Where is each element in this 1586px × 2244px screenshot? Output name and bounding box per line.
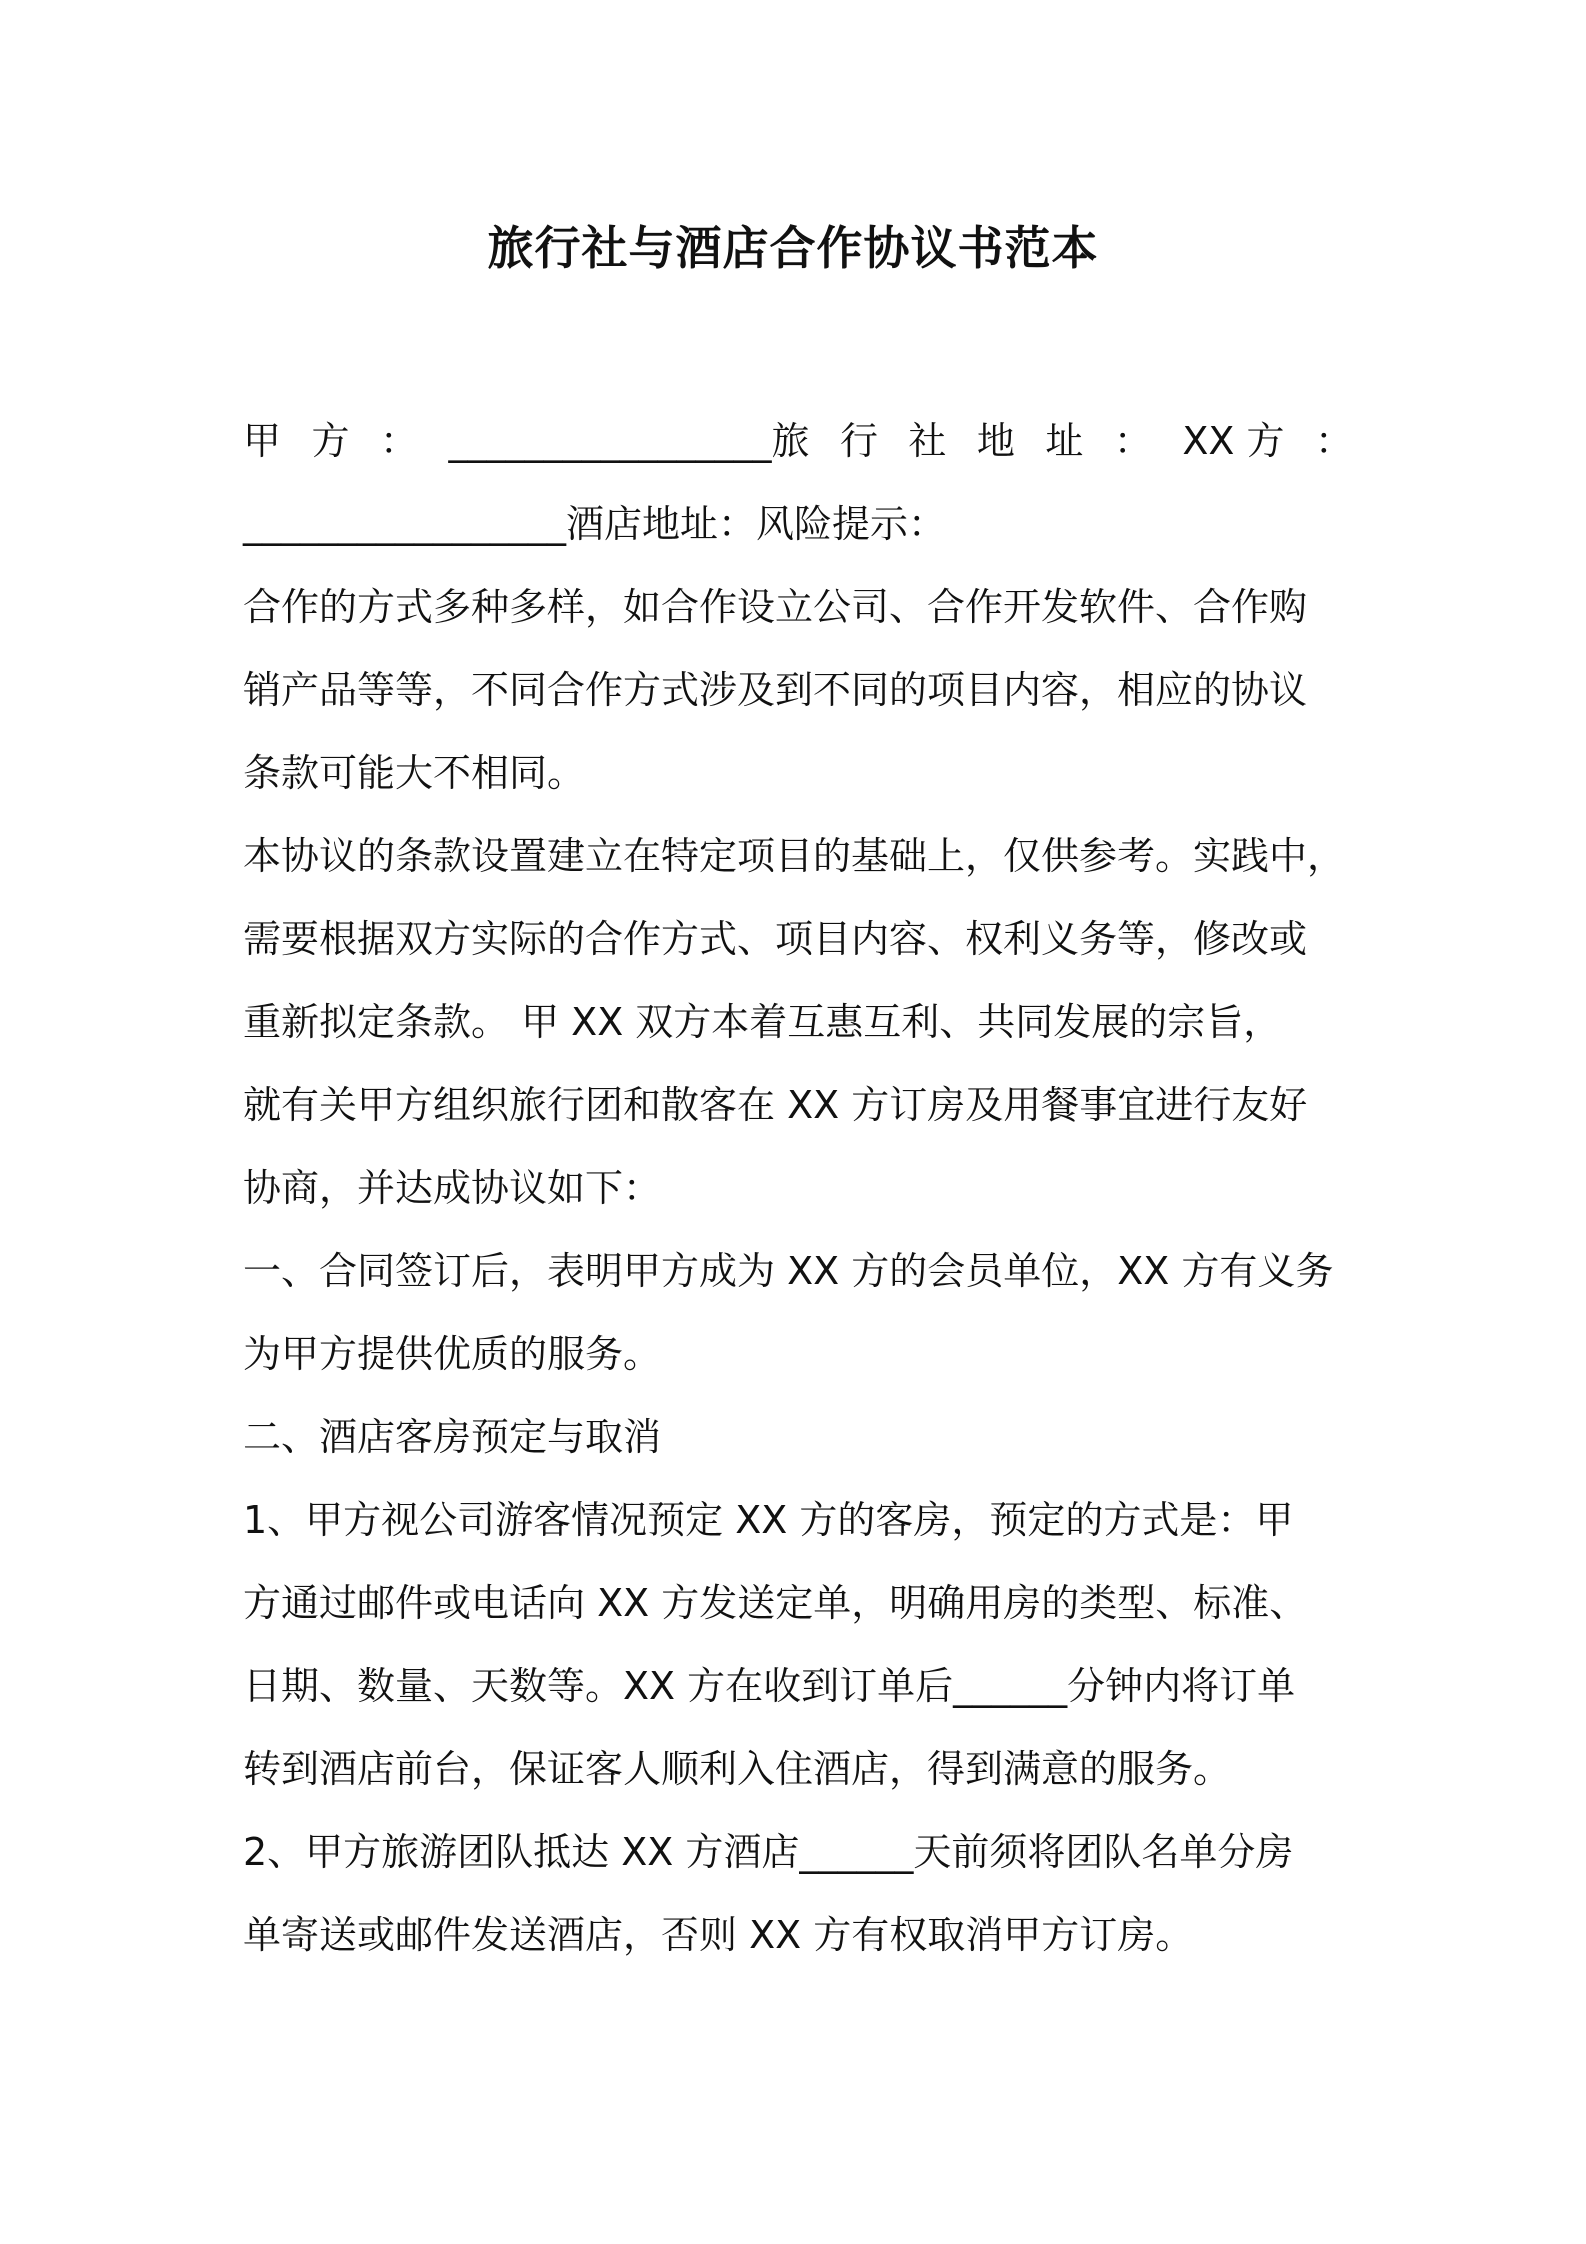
text-line: 本协议的条款设置建立在特定项目的基础上，仅供参考。实践中， bbox=[243, 834, 1346, 878]
text-line: 转到酒店前台，保证客人顺利入住酒店，得到满意的服务。 bbox=[243, 1747, 1232, 1791]
text-line: 条款可能大不相同。 bbox=[243, 751, 586, 795]
line-token: _________________旅 bbox=[448, 419, 810, 463]
text-line: _________________酒店地址：风险提示： bbox=[243, 502, 947, 546]
text-line: 重新拟定条款。 甲 XX 双方本着互惠互利、共同发展的宗旨， bbox=[243, 1000, 1282, 1044]
line-token: 地 bbox=[976, 419, 1015, 463]
text-line: 就有关甲方组织旅行团和散客在 XX 方订房及用餐事宜进行友好 bbox=[243, 1083, 1308, 1127]
line-token: ： bbox=[379, 419, 418, 463]
party-a-line bbox=[243, 400, 1353, 483]
section-heading: 二、酒店客房预定与取消 bbox=[243, 1415, 662, 1459]
line-token: ： bbox=[1314, 419, 1353, 463]
text-line: 合作的方式多种多样，如合作设立公司、合作开发软件、合作购 bbox=[243, 585, 1308, 629]
text-line: 方通过邮件或电话向 XX 方发送定单，明确用房的类型、标准、 bbox=[243, 1581, 1308, 1625]
line-token: 址 bbox=[1045, 419, 1084, 463]
text-line: 2、甲方旅游团队抵达 XX 方酒店______天前须将团队名单分房 bbox=[243, 1830, 1294, 1874]
line-token: 甲 bbox=[243, 419, 282, 463]
document-body bbox=[243, 400, 1353, 1977]
line-token: 社 bbox=[908, 419, 947, 463]
text-line: 1、甲方视公司游客情况预定 XX 方的客房，预定的方式是：甲 bbox=[243, 1498, 1294, 1542]
line-token: ： bbox=[1113, 419, 1152, 463]
line-token: XX 方 bbox=[1182, 419, 1285, 463]
text-line: 为甲方提供优质的服务。 bbox=[243, 1332, 662, 1376]
line-token: 方 bbox=[311, 419, 350, 463]
document-title: 旅行社与酒店合作协议书范本 bbox=[487, 221, 1099, 275]
text-line: 协商，并达成协议如下： bbox=[243, 1166, 662, 1210]
text-line: 单寄送或邮件发送酒店，否则 XX 方有权取消甲方订房。 bbox=[243, 1913, 1194, 1957]
text-line: 需要根据双方实际的合作方式、项目内容、权利义务等，修改或 bbox=[243, 917, 1308, 961]
line-token: 行 bbox=[839, 419, 878, 463]
text-line: 日期、数量、天数等。XX 方在收到订单后______分钟内将订单 bbox=[243, 1664, 1296, 1708]
text-line: 一、合同签订后，表明甲方成为 XX 方的会员单位，XX 方有义务 bbox=[243, 1249, 1334, 1293]
text-line: 销产品等等，不同合作方式涉及到不同的项目内容，相应的协议 bbox=[243, 668, 1308, 712]
